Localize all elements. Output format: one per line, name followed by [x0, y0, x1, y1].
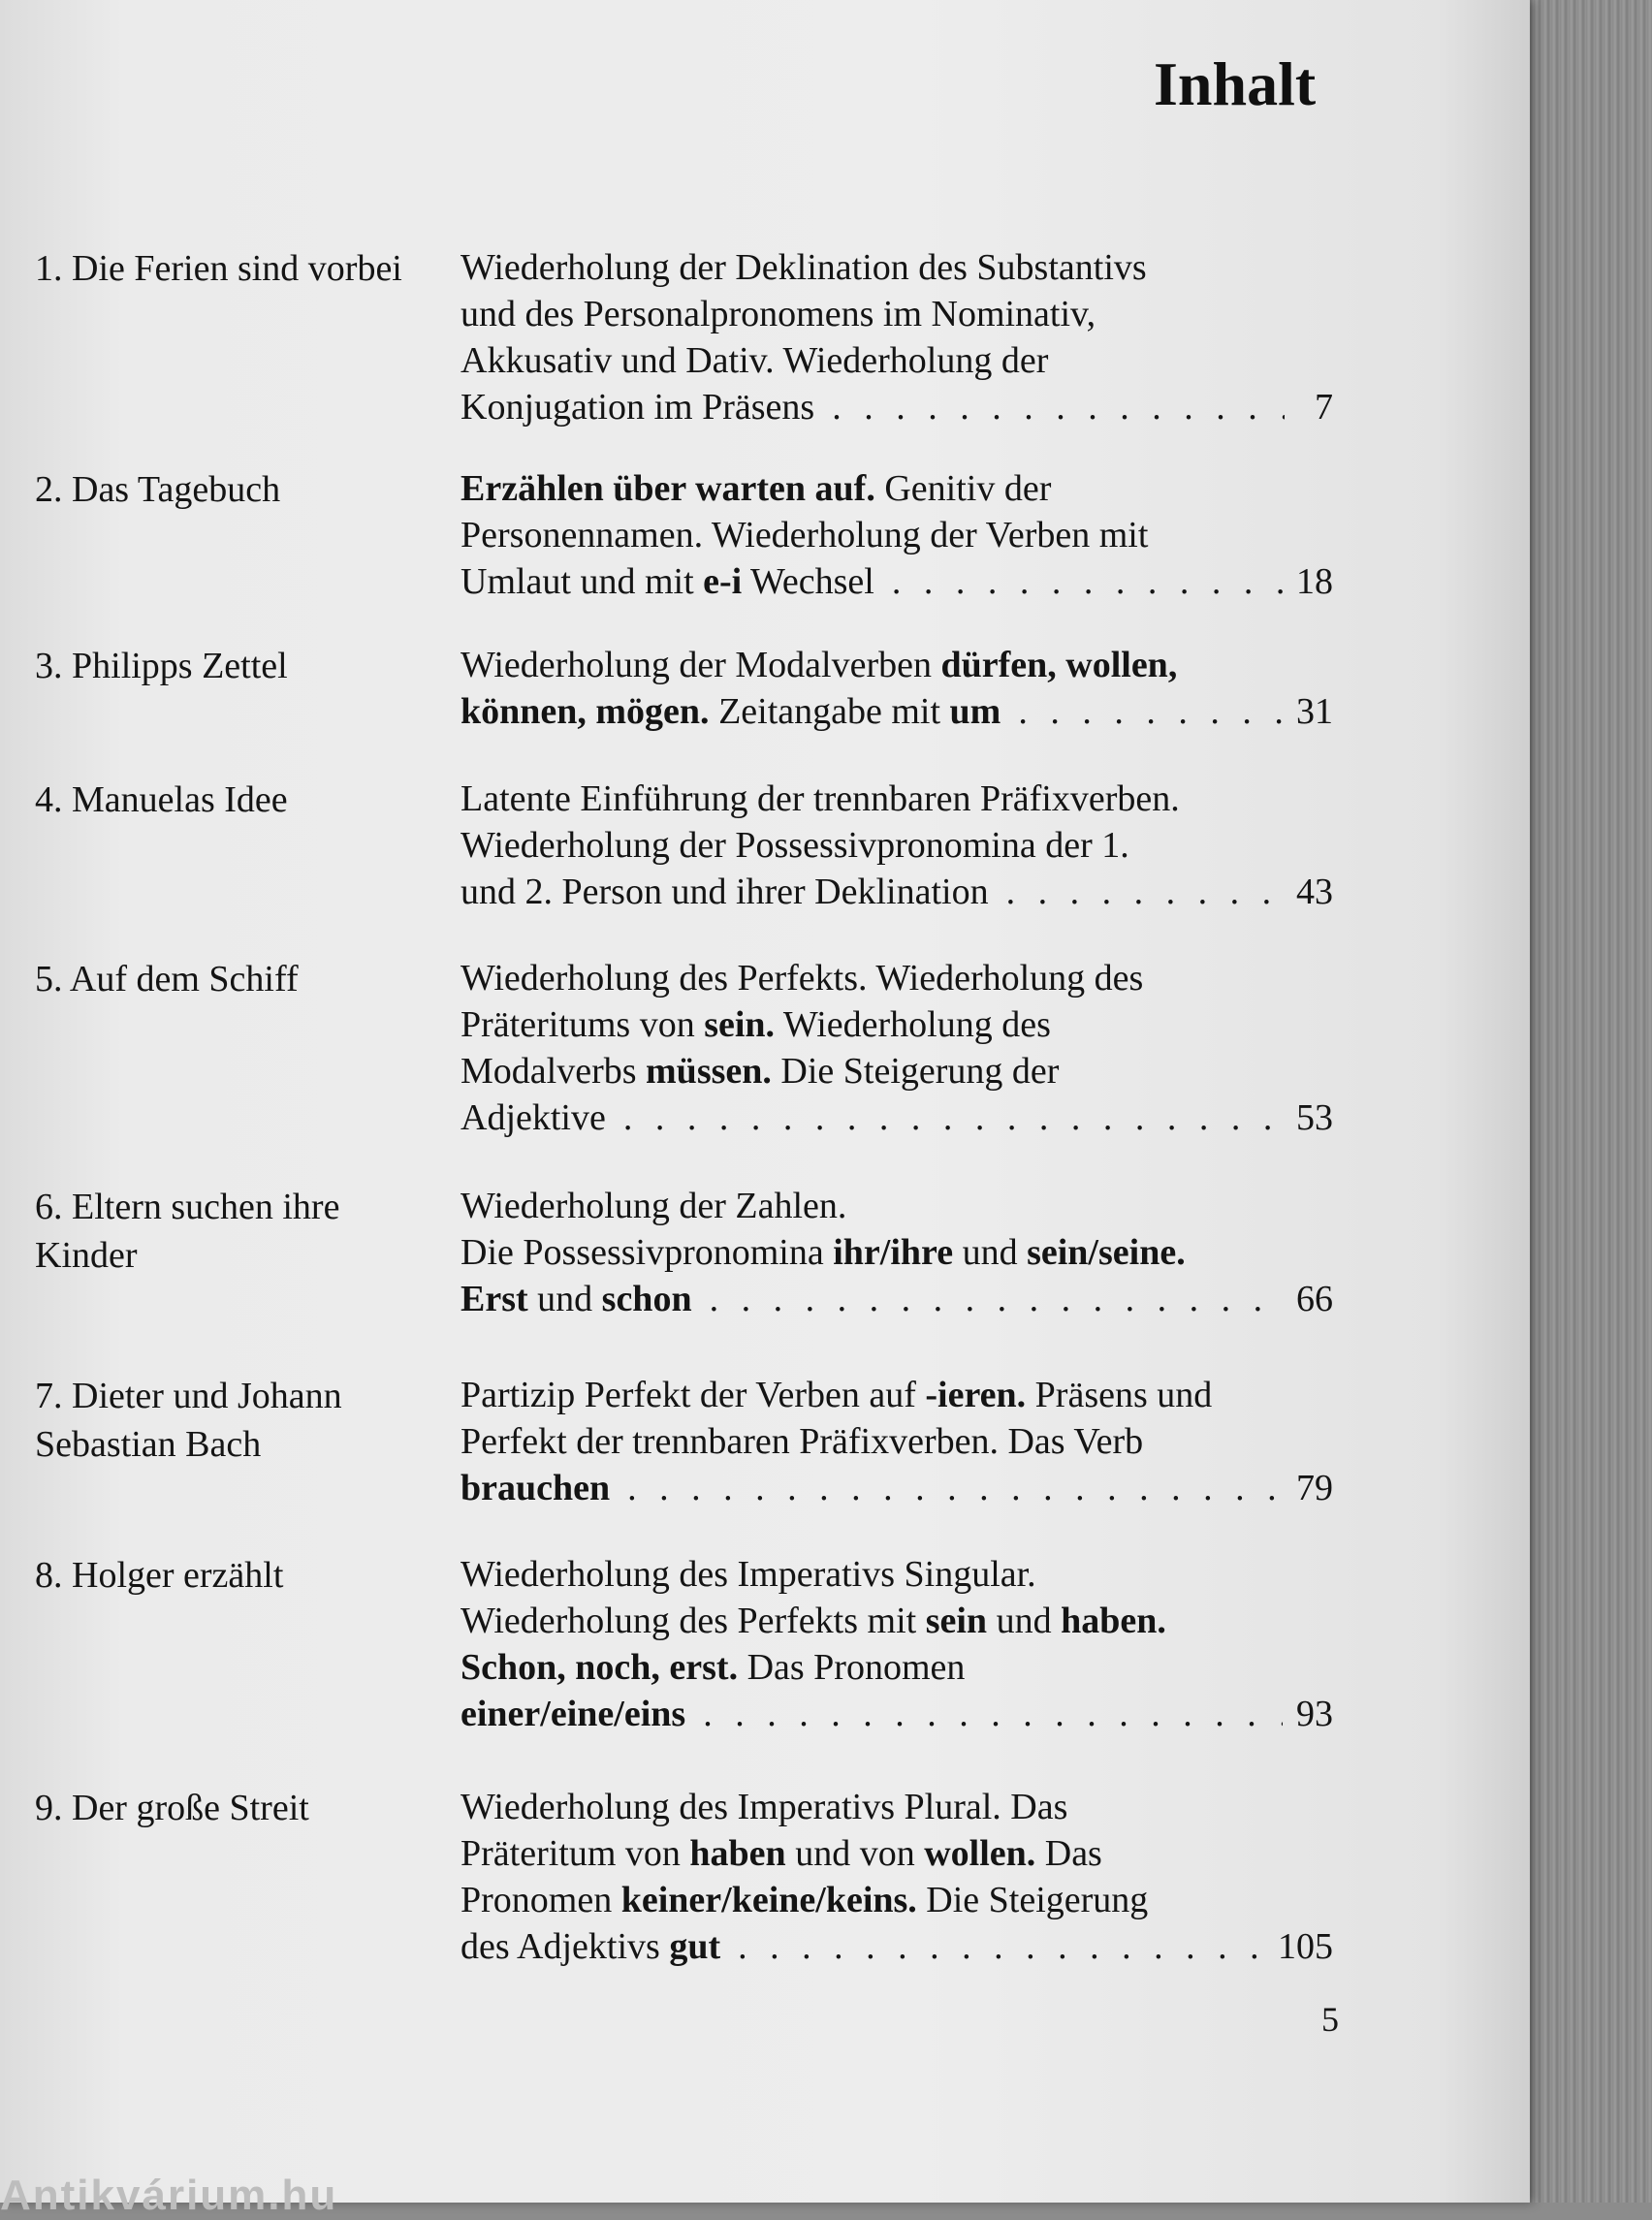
text-segment: Die Steigerung der	[771, 1051, 1060, 1092]
page-number: 5	[1321, 2000, 1339, 2039]
text-segment: Wiederholung der Possessivpronomina der 1.	[461, 825, 1129, 866]
dot-leader	[892, 558, 1283, 605]
description-line	[461, 1644, 1343, 1691]
toc-page-number: 31	[1296, 691, 1333, 732]
description-text	[461, 1833, 1102, 1874]
description-line	[461, 1001, 1343, 1048]
description-text	[461, 1691, 685, 1737]
chapter-title: 6. Eltern suchen ihre Kinder	[35, 1187, 340, 1276]
text-segment: Das Pronomen	[738, 1647, 966, 1688]
text-segment: und	[527, 1279, 602, 1319]
bold-term: gut	[669, 1926, 721, 1967]
text-segment: Wiederholung des Imperativs Plural. Das	[461, 1787, 1068, 1827]
description-line	[461, 642, 1343, 688]
description-line	[461, 1830, 1343, 1877]
toc-page-number: 7	[1315, 387, 1333, 428]
text-segment: Umlaut und mit	[461, 561, 704, 602]
text-segment: und von	[785, 1833, 925, 1874]
description-line	[461, 465, 1343, 512]
description-text	[461, 384, 814, 430]
description-text	[461, 1051, 1059, 1092]
description-line	[461, 955, 1343, 1001]
description-text	[461, 1186, 846, 1226]
description-line	[461, 1877, 1343, 1923]
description-text	[461, 1554, 1036, 1595]
description-line	[461, 384, 1333, 430]
bold-term: dürfen, wollen,	[940, 645, 1178, 685]
description-text	[461, 1232, 1186, 1273]
description-line	[461, 1276, 1333, 1322]
chapter-description	[461, 1551, 1343, 1737]
chapter-description	[461, 955, 1343, 1141]
description-text	[461, 247, 1147, 288]
text-segment: Personennamen. Wiederholung der Verben mit	[461, 515, 1149, 555]
text-segment: Wiederholung der Modalverben	[461, 645, 941, 685]
bold-term: einer/eine/eins	[461, 1694, 686, 1734]
description-text	[461, 340, 1048, 381]
text-segment: Wiederholung des Perfekts mit	[461, 1601, 926, 1641]
description-text	[461, 468, 1051, 509]
description-text	[461, 645, 1177, 685]
description-text	[461, 1375, 1212, 1415]
bold-term: sein/seine.	[1027, 1232, 1186, 1273]
dot-leader	[703, 1691, 1283, 1737]
description-line	[461, 776, 1343, 822]
dot-leader	[623, 1094, 1283, 1141]
description-line	[461, 244, 1343, 291]
chapter-description	[461, 1784, 1343, 1970]
text-segment: Wiederholung der Deklination des Substantivs	[461, 247, 1147, 288]
description-line	[461, 1372, 1343, 1418]
description-text	[461, 1276, 692, 1322]
dot-leader	[832, 384, 1285, 430]
dot-leader	[1006, 869, 1283, 915]
toc-page-number: 79	[1296, 1468, 1333, 1508]
description-line	[461, 1465, 1333, 1511]
description-text	[461, 294, 1096, 334]
bold-term: keiner/keine/keins.	[620, 1880, 917, 1920]
description-text	[461, 1880, 1148, 1920]
toc-page-number: 93	[1296, 1694, 1333, 1734]
description-text	[461, 778, 1180, 819]
chapter-title: 7. Dieter und Johann Sebastian Bach	[35, 1376, 342, 1465]
description-line	[461, 869, 1333, 915]
chapter-title: 3. Philipps Zettel	[35, 646, 288, 686]
toc-page-number: 53	[1296, 1097, 1333, 1138]
bold-term: sein	[925, 1601, 988, 1641]
bold-term: e-i	[703, 561, 743, 602]
description-line	[461, 688, 1333, 735]
text-segment: Konjugation im Präsens	[461, 387, 815, 428]
description-text	[461, 869, 989, 915]
description-line	[461, 822, 1343, 869]
text-segment: und	[987, 1601, 1062, 1641]
text-segment: und 2. Person und ihrer Deklination	[461, 872, 989, 912]
description-text	[461, 958, 1143, 999]
description-line	[461, 1551, 1343, 1598]
description-line	[461, 558, 1333, 605]
chapter-description	[461, 776, 1343, 915]
text-segment: Akkusativ und Dativ. Wiederholung der	[461, 340, 1049, 381]
bold-term: Schon, noch, erst.	[461, 1647, 739, 1688]
text-segment: Wiederholung der Zahlen.	[461, 1186, 847, 1226]
chapter-description	[461, 244, 1343, 430]
text-segment: Zeitangabe mit	[709, 691, 950, 732]
description-text	[461, 1465, 610, 1511]
text-segment: Latente Einführung der trennbaren Präfixverben.	[461, 778, 1180, 819]
description-line	[461, 291, 1343, 337]
description-text	[461, 688, 1001, 735]
dot-leader	[710, 1276, 1283, 1322]
bold-term: sein.	[704, 1004, 776, 1045]
description-line	[461, 1598, 1343, 1644]
description-text	[461, 1923, 720, 1970]
bold-term: müssen.	[646, 1051, 772, 1092]
chapter-description	[461, 642, 1343, 735]
text-segment: Die Steigerung	[916, 1880, 1149, 1920]
description-text	[461, 1421, 1143, 1462]
bold-term: haben	[689, 1833, 786, 1874]
chapter-title: 9. Der große Streit	[35, 1788, 309, 1828]
text-segment: Wiederholung des Perfekts. Wiederholung des	[461, 958, 1144, 999]
description-line	[461, 1691, 1333, 1737]
bold-term: ihr/ihre	[833, 1232, 954, 1273]
description-text	[461, 1004, 1051, 1045]
description-text	[461, 1787, 1067, 1827]
dot-leader	[627, 1465, 1283, 1511]
dot-leader	[738, 1923, 1264, 1970]
text-segment: und des Personalpronomens im Nominativ,	[461, 294, 1096, 334]
chapter-description	[461, 465, 1343, 605]
chapter-description	[461, 1372, 1343, 1511]
text-segment: des Adjektivs	[461, 1926, 670, 1967]
description-line	[461, 337, 1343, 384]
description-text	[461, 558, 874, 605]
text-segment: Präsens und	[1026, 1375, 1213, 1415]
text-segment: Wiederholung des Imperativs Singular.	[461, 1554, 1036, 1595]
description-line	[461, 1048, 1343, 1094]
description-line	[461, 1183, 1343, 1229]
toc-page-number: 105	[1278, 1926, 1333, 1967]
bold-term: wollen.	[924, 1833, 1036, 1874]
bold-term: haben.	[1061, 1601, 1166, 1641]
chapter-description	[461, 1183, 1343, 1322]
description-text	[461, 1094, 606, 1141]
description-line	[461, 1923, 1333, 1970]
description-line	[461, 512, 1343, 558]
text-segment: Wechsel	[742, 561, 874, 602]
text-segment: Pronomen	[461, 1880, 621, 1920]
description-line	[461, 1229, 1343, 1276]
text-segment: Adjektive	[461, 1097, 606, 1138]
bold-term: um	[949, 691, 1001, 732]
watermark: Antikvárium.hu	[0, 2172, 338, 2219]
text-segment: Das	[1035, 1833, 1102, 1874]
description-line	[461, 1784, 1343, 1830]
chapter-title: 5. Auf dem Schiff	[35, 959, 299, 999]
description-text	[461, 1647, 965, 1688]
bold-term: schon	[601, 1279, 692, 1319]
text-segment: Perfekt der trennbaren Präfixverben. Das Verb	[461, 1421, 1144, 1462]
text-segment: Präteritums von	[461, 1004, 705, 1045]
page-title: Inhalt	[1154, 49, 1317, 118]
dot-leader	[1018, 688, 1283, 735]
bold-term: können, mögen.	[461, 691, 710, 732]
toc-page-number: 66	[1296, 1279, 1333, 1319]
description-text	[461, 1601, 1166, 1641]
text-segment: Genitiv der	[874, 468, 1052, 509]
toc-page-number: 18	[1296, 561, 1333, 602]
text-segment: Partizip Perfekt der Verben auf	[461, 1375, 926, 1415]
text-segment: Modalverbs	[461, 1051, 647, 1092]
description-line	[461, 1418, 1343, 1465]
description-line	[461, 1094, 1333, 1141]
text-segment: Präteritum von	[461, 1833, 690, 1874]
chapter-title: 1. Die Ferien sind vorbei	[35, 248, 402, 289]
description-text	[461, 515, 1148, 555]
text-segment: Wiederholung des	[775, 1004, 1051, 1045]
toc-page-number: 43	[1296, 872, 1333, 912]
chapter-title: 4. Manuelas Idee	[35, 779, 288, 820]
text-segment: Die Possessivpronomina	[461, 1232, 834, 1273]
chapter-title: 2. Das Tagebuch	[35, 469, 281, 510]
bold-term: -ieren.	[925, 1375, 1027, 1415]
chapter-title: 8. Holger erzählt	[35, 1555, 284, 1596]
text-segment: und	[953, 1232, 1028, 1273]
description-text	[461, 825, 1129, 866]
bold-term: brauchen	[461, 1468, 611, 1508]
bold-term: Erzählen über warten auf.	[461, 468, 875, 509]
bold-term: Erst	[461, 1279, 528, 1319]
